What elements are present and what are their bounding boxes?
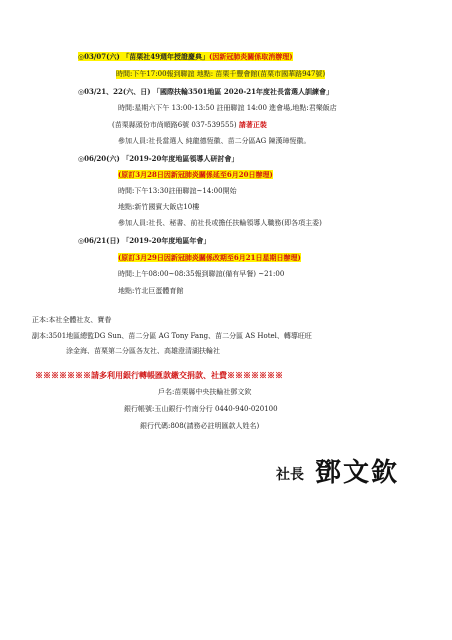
event-4-detail-time: 時間:上午08:00~08:35報到聯誼(備有早餐) ~21:00 xyxy=(118,270,285,278)
event-2-participants: 參加人員:社長當選人 純龍德恆徽、苗二分區AG 陳漢璋恆徽。 xyxy=(118,137,311,145)
event-1-detail: 時間:下午17:00報到聯誼 地點: 苗栗千豐會館(苗栗市國華路947號) xyxy=(116,70,326,78)
bank-account-number: 銀行帳號:玉山銀行-竹南分行 0440-940-020100 xyxy=(124,405,278,413)
event-2-detail-time: 時間:星期六下午 13:00-13:50 註冊聯誼 14:00 進會場,地點:君樂飯店 xyxy=(118,104,337,112)
event-4-reschedule-note: (原訂3月29日因新冠肺炎關係改期至6月21日星期日辦理) xyxy=(118,253,301,262)
signature-name: 鄧文欽 xyxy=(315,458,400,488)
event-2-detail-address xyxy=(112,120,267,130)
recipients-copy-line1: 副本:3501地區總監DG Sun、苗二分區 AG Tony Fang、苗二分區 AS Hotel、轉導旺旺 xyxy=(32,332,312,340)
recipients-copy-line2: 涂金海、苗栗第二分區各友社、高雄澄清湖扶輪社 xyxy=(66,347,220,355)
event-1-title xyxy=(78,52,293,61)
recipients-main: 正本:本社全體社友、寶眷 xyxy=(32,316,112,324)
event-3-participants: 參加人員:社長、秘書、前社長或擔任扶輪領導人職務(即各項主委) xyxy=(118,219,322,227)
event-3-detail-place: 地點:新竹國賓大飯店10樓 xyxy=(118,203,200,211)
event-3-title: ◎06/20(六) 「2019-20年度地區領導人研討會」 xyxy=(78,154,239,163)
event-4-detail-place: 地點:竹北巨蛋體育館 xyxy=(118,287,184,295)
bank-code: 銀行代碼:808(請務必註明匯款人姓名) xyxy=(140,422,260,430)
event-3-postpone-note: (原訂3月28日因新冠肺炎關係延至6月20日辦理) xyxy=(118,170,273,179)
signature-title: 社長 xyxy=(276,467,304,483)
event-2-title: ◎03/21、22(六、日) 「國際扶輪3501地區 2020-21年度社長當選人訓練會」 xyxy=(78,87,333,96)
bank-transfer-banner: ※※※※※※※請多利用銀行轉帳匯款繳交捐款、社費※※※※※※※ xyxy=(35,370,283,380)
event-1-cancel-note: (因新冠肺炎關係取消辦理) xyxy=(208,52,293,61)
event-2-dress-note: 請著正裝 xyxy=(238,120,267,129)
event-3-detail-time: 時間:下午13:30註冊聯誼~14:00開始 xyxy=(118,187,237,195)
event-2-address-text: (苗栗縣頭份市尚順路6號 037-539555) xyxy=(112,121,237,129)
event-1-title-text: ◎03/07(六) 「苗栗社49週年授證慶典」 xyxy=(78,52,209,61)
bank-account-name: 戶名:苗栗縣中央扶輪社鄧文欽 xyxy=(158,388,252,396)
event-4-title: ◎06/21(日) 「2019-20年度地區年會」 xyxy=(78,236,211,245)
